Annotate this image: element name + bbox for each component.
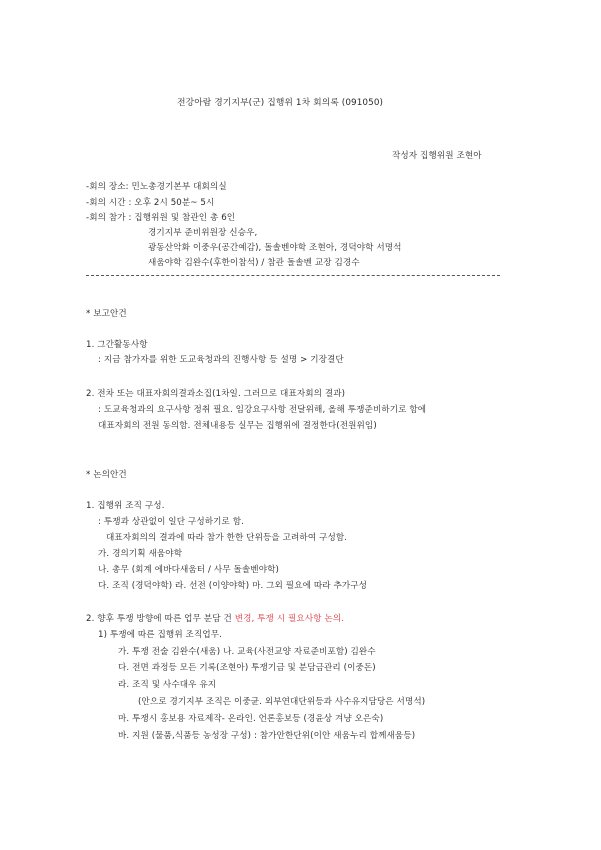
discussion-item-line: 다. 조직 (경덕야학) 라. 선전 (이양야학) 마. 그외 필요에 따라 추가구성 (98, 581, 368, 591)
discussion-item-title (86, 614, 344, 625)
meeting-attendees: -회의 참가 : 집행위원 및 참관인 총 6인 (86, 213, 236, 223)
discussion-item-line: 가. 투쟁 전술 김완수(새움) 나. 교육(사전교양 자료준비포함) 김완수 (118, 647, 376, 657)
meeting-place: -회의 장소: 민노총경기본부 대회의실 (86, 182, 227, 192)
discussion-item-line: : 투쟁과 상관없이 일단 구성하기로 함. (98, 517, 245, 527)
report-item-title: 2. 전차 또는 대표자회의결과소집(1차일. 그러므로 대표자회의 결과) (86, 389, 346, 399)
discussion-item-title-text: 2. 향후 투쟁 방향에 따른 업무 분담 건 (86, 614, 235, 624)
discussion-item-line: 나. 총무 (회계 에바다새움터 / 사무 돌솔벤야학) (98, 565, 279, 575)
discussion-item-line: 라. 조직 및 사수대우 유지 (118, 680, 217, 690)
meeting-attendee-line: 경기지부 준비위원장 신승우, (148, 228, 258, 238)
discussion-item-line: 마. 투쟁시 홍보용 자료제작- 온라인. 언론홍보등 (경윤상 겨냥 오은숙) (118, 714, 384, 724)
document-author: 작성자 집행위원 조현아 (392, 151, 482, 161)
report-item-line: : 지금 참가자를 위한 도교육청과의 진행사항 등 설명 > 기장결단 (98, 355, 344, 365)
document-title: 전강아람 경기지부(군) 집행위 1차 회의록 (091050) (177, 98, 384, 108)
discussion-item-line: 대표자회의의 결과에 따라 참가 한한 단위등을 고려하여 구성함. (106, 533, 348, 543)
discussion-item-line: 다. 전면 과정등 모든 기록(조현아) 투쟁기금 및 분담금관리 (이중돈) (118, 663, 376, 673)
section-divider (86, 275, 500, 276)
discussion-item-line: 바. 지원 (물품,식품등 농성장 구성) : 참가안한단위(이안 새움누리 합께새움등) (118, 731, 416, 741)
report-item-line: : 도교육청과의 요구사항 정취 필요. 임강요구사항 전달위해, 올해 투쟁준비하기로 함에 (98, 405, 427, 415)
meeting-time: -회의 시간 : 오후 2시 50분~ 5시 (86, 198, 215, 208)
report-item-title: 1. 그간활동사항 (86, 340, 148, 350)
meeting-attendee-line: 광동산악화 이중우(공간예감), 돌솔벤야학 조현아, 경덕야학 서명석 (148, 243, 402, 253)
discussion-item-title: 1. 집행위 조직 구성. (86, 501, 165, 511)
discussion-item-line: (안으로 경기지부 조직은 이중균. 외부연대단위등과 사수유지담당은 서명석) (138, 697, 426, 707)
discussion-item-title-highlight: 변경, 투쟁 시 필요사항 논의. (234, 614, 345, 624)
discussion-sub-title: 1) 투쟁에 따른 집행위 조직업무. (98, 630, 222, 640)
meeting-attendee-line: 새움야학 김완수(후한이참석) / 참관 돌솔벤 교장 김경수 (148, 258, 360, 268)
report-item-line: 대표자회의 전원 동의함. 전체내용등 실무는 집행위에 결정한다(전원위임) (98, 421, 377, 431)
discussion-heading: * 논의안건 (86, 470, 127, 480)
discussion-item-line: 가. 경의기획 새움야학 (98, 549, 183, 559)
report-heading: * 보고안건 (86, 309, 127, 319)
